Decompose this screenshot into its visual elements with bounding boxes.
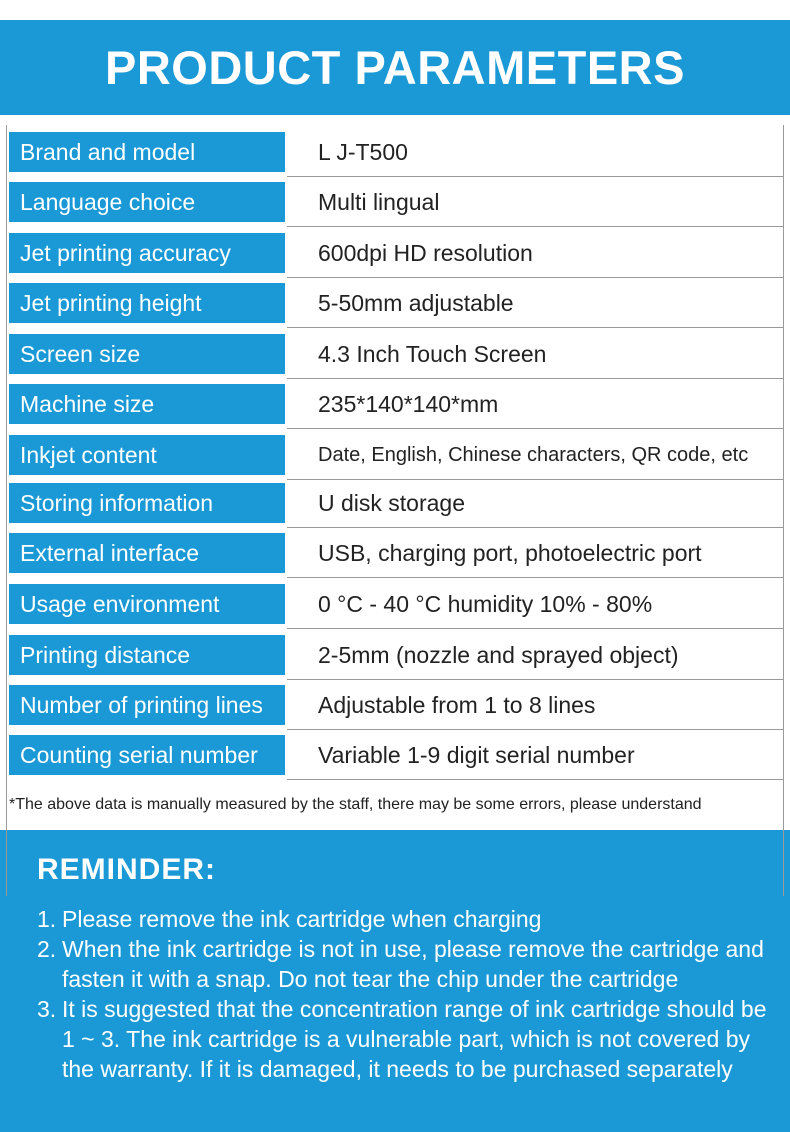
param-label: External interface [9,533,285,573]
parameters-table [0,115,790,830]
param-label: Jet printing height [9,283,285,323]
page-title: PRODUCT PARAMETERS [105,41,685,94]
param-value: Variable 1-9 digit serial number [318,741,635,768]
footnote: *The above data is manually measured by the staff, there may be some errors, please understand [9,796,702,813]
list-item-number: 1. [37,906,57,932]
list-item [37,904,777,934]
table-row [0,332,790,382]
param-value: U disk storage [318,489,466,516]
table-row [0,281,790,331]
param-value: 235*140*140*mm [318,390,499,417]
param-value: 600dpi HD resolution [318,239,533,266]
row-divider [287,378,784,379]
param-value: 2-5mm (nozzle and sprayed object) [318,641,679,668]
row-divider [287,577,784,578]
table-row [0,130,790,180]
top-strip [0,0,790,20]
param-label: Number of printing lines [9,685,285,725]
list-item-number: 2. [37,936,57,962]
table-row [0,231,790,281]
param-value: 0 °C - 40 °C humidity 10% - 80% [318,590,653,617]
table-row [0,683,790,733]
param-value: Date, English, Chinese characters, QR code, etc [318,443,749,466]
row-divider [287,779,784,780]
table-row [0,733,790,783]
param-label: Inkjet content [9,435,285,475]
row-divider [287,527,784,528]
param-value: L J-T500 [318,138,408,165]
param-label: Brand and model [9,132,285,172]
param-label: Screen size [9,334,285,374]
param-label: Jet printing accuracy [9,233,285,273]
param-label: Printing distance [9,635,285,675]
table-row [0,382,790,432]
list-item-number: 3. [37,996,57,1022]
table-row [0,633,790,683]
param-label: Usage environment [9,584,285,624]
table-row [0,481,790,531]
param-label: Language choice [9,182,285,222]
list-item-text: When the ink cartridge is not in use, please remove the cartridge and fasten it with a snap. Do not tear the chip under the cartridge [62,936,764,992]
row-divider [287,729,784,730]
list-item-text: Please remove the ink cartridge when charging [62,906,542,932]
row-divider [287,479,784,480]
table-row [0,180,790,230]
row-divider [287,428,784,429]
list-item [37,994,777,1084]
row-divider [287,628,784,629]
table-row [0,433,790,483]
row-divider [287,679,784,680]
row-divider [287,327,784,328]
param-label: Counting serial number [9,735,285,775]
param-value: USB, charging port, photoelectric port [318,539,702,566]
list-item-text: It is suggested that the concentration range of ink cartridge should be 1 ~ 3. The ink cartridge is a vulnerable part, which is not covered by the warranty. If it is damaged, it needs to be purchased separately [62,996,767,1082]
param-value: 4.3 Inch Touch Screen [318,340,547,367]
header-banner [0,20,790,115]
reminder-list [37,904,777,1084]
row-divider [287,226,784,227]
param-label: Storing information [9,483,285,523]
row-divider [287,176,784,177]
param-value: Adjustable from 1 to 8 lines [318,691,596,718]
param-label: Machine size [9,384,285,424]
table-row [0,531,790,581]
param-value: Multi lingual [318,188,440,215]
reminder-title: REMINDER: [37,853,216,886]
table-row [0,582,790,632]
list-item [37,934,777,994]
row-divider [287,277,784,278]
param-value: 5-50mm adjustable [318,289,514,316]
